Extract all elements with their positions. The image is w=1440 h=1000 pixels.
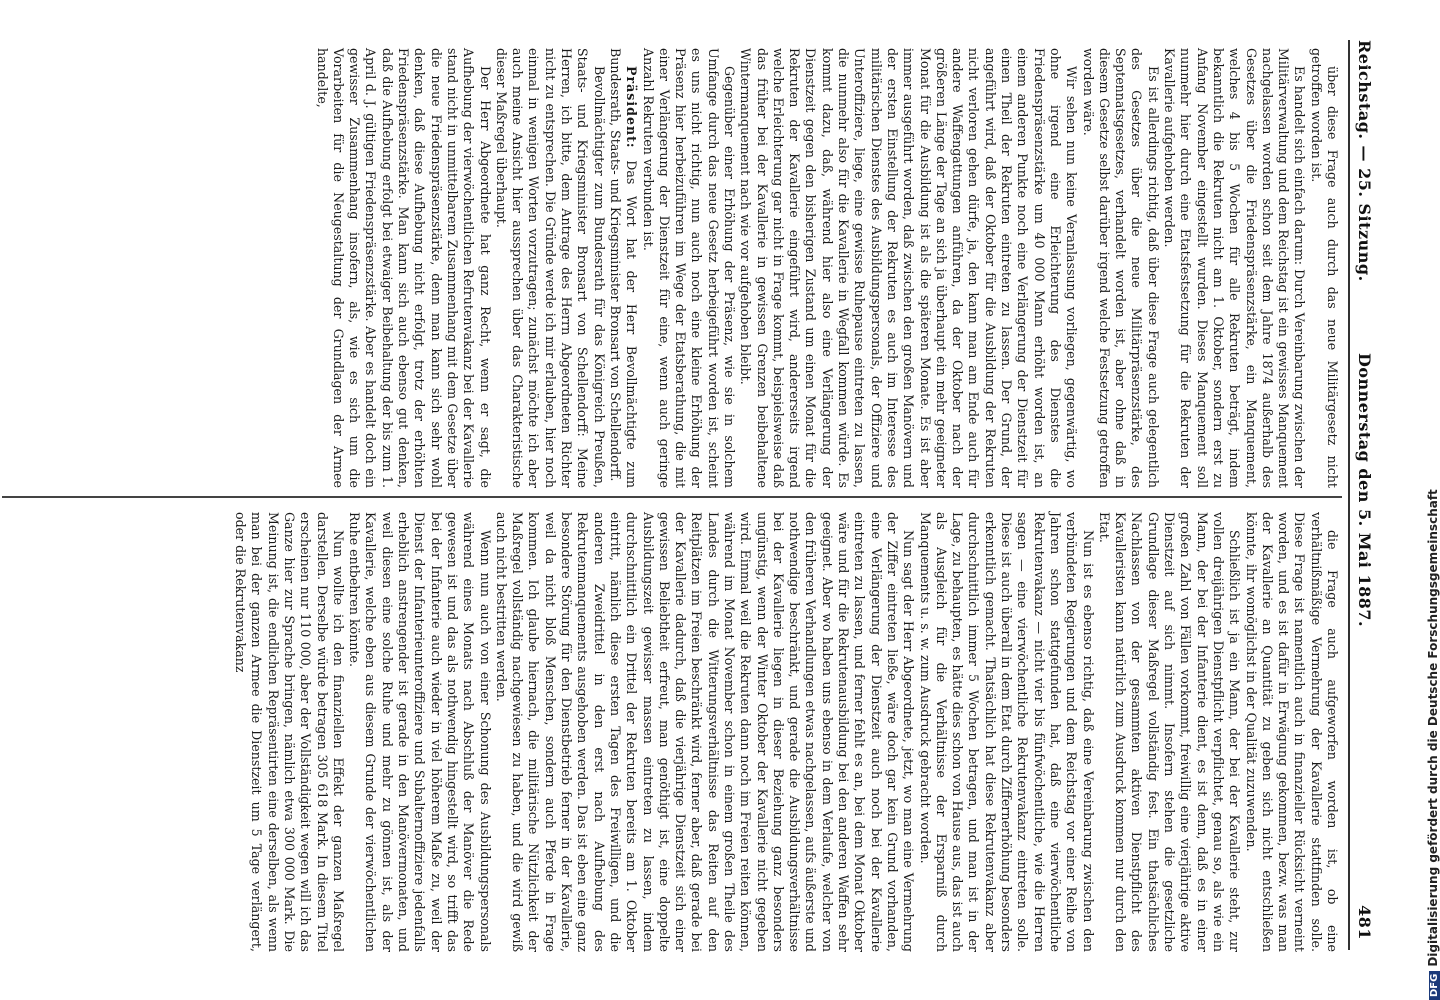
paragraph <box>346 512 493 952</box>
paragraph-text: Schließlich ist ja ein Mann, der bei der Kavallerie steht, zur vollen dreijährigen Dienstpflicht verpflichtet, genau so, als wie ein Mann, der bei der Infanterie dient, es ist denn, daß es in einer großen Zahl von Fällen vorkommt, freiwillig eine vierjährige aktive Dienstzeit auf sich nimmt. Insofern stehen die gesetzliche Grundlage dieser Maßregel vollständig fest. Ein thatsächliches Nachlassen von der gesammten aktiven Dienstpflicht des Kavalleristen kann natürlich zum Ausdruck kommen nur durch den Etat. <box>1096 512 1243 952</box>
paragraph-text: Es ist allerdings richtig, daß über diese Frage auch gelegentlich des Gesetzes über die neue Militärpräsenzstärke, des Septennatsgesetzes, verhandelt worden ist, aber ohne daß in diesem Gesetze selbst darüber irgend welche Festsetzung getroffen worden wäre. <box>1080 48 1161 488</box>
paragraph-text: Wenn nun auch von einer Schonung des Ausbildungspersonals während eines Monats nach Abschluß der Manöver die Rede gewesen ist und das als nothwendig hingestellt wird, so trifft das bei der Infanterie auch wieder in viel höherem Maße zu, weil der Dienst der Infanterieunteroffiziere und Subalternoffiziere jedenfalls erheblich anstrengender ist gerade in den Manövermonaten, und weil diesen eine solche Ruhe und mehr zu gönnen ist, als der Kavallerie, welche eben aus diesem Grunde der vierwöchentlichen Ruhe entbehren könnte. <box>347 512 493 952</box>
header-center: Donnerstag den 5. Mai 1887. <box>1355 352 1374 628</box>
paragraph-text: die Frage auch aufgeworfen worden ist, ob eine verhältnißmäßige Vermehrung der Kavallerie stattfinden solle. Diese Frage ist namentlich auch in finanzieller Rücksicht verneint worden, und es ist dafür in Erwägung gekommen, bezw. was man der Kavallerie an Quantität zu geben sich nicht entschließen könnte, ihr womöglichst in der Qualität zuzuwenden. <box>1243 512 1340 952</box>
paragraph <box>232 512 346 952</box>
paragraph <box>493 512 917 952</box>
left-column <box>10 48 1340 488</box>
right-column <box>10 512 1340 952</box>
column-divider <box>2 496 1342 498</box>
paragraph-text: Nun ist es ebenso richtig, daß eine Vereinbarung zwischen den verbündeten Regierungen und dem Reichstag vor einer Reihe von Jahren schon stattgefunden hat, daß eine vierwöchentliche Rekrutenvakanz — nicht vier bis fünfwöchentliche, wie die Herren sagen — eine vierwöchentliche Rekrutenvakanz eintreten solle. Diese ist auch überall in dem Etat durch Ziffernerhöhung besonders erkenntlich gemacht. Thatsächlich hat diese Rekrutenvakanz aber durchschnittlich immer 5 Wochen betragen, und man ist in der Lage, zu behaupten, es hätte dies schon von Hause aus, das ist auch als Ausgleich für die Verhältnisse der Ersparniß durch Manquements u. s. w. zum Ausdruck gebracht worden. <box>917 512 1096 952</box>
paragraph-text: über diese Frage auch durch das neue Militärgesetz nicht getroffen worden ist. <box>1308 48 1340 488</box>
speaker-label: Präsident: <box>624 66 640 149</box>
paragraph <box>916 512 1095 952</box>
paragraph-text: Der Herr Abgeordnete hat ganz Recht, wenn er sagt, die Aufhebung der vierwöchentlichen Refrutenvakanz bei der Kavallerie stand nicht in unmittelbarem Zusammenhang mit dem Gesetze über die neue Friedenspräsenzstärke, denn man kann sich sehr wohl denken, daß diese Aufhebung nicht erfolgt, trotz der erhöhten Friedenspräsenzstärke. Man kann sich auch ebenso gut denken, daß die Aufhebung erfolgt bei etwaiger Beibehaltung der bis zum 1. April d. J. gültigen Friedenspräsenzstärke. Aber es handelt doch ein gewisser Zusammenhang insofern, als, wie es sich um die Vorarbeiten für die Neugestaltung der Grundlagen der Armee handelte, <box>314 48 493 488</box>
page-header <box>1334 40 1374 940</box>
funding-text: Digitalisierung gefördert durch die Deutsche Forschungsgemeinschaft <box>1426 489 1440 967</box>
paragraph-text: Es handelt sich einfach darum: Durch Vereinbarung zwischen der Militärverwaltung und dem Reichstag ist ein gewisses Manquement nachgelassen worden schon seit dem Jahre 1874 außerhalb des Gesetzes über die Friedenspräsenzstärke, ein Manquement, welches 4 bis 5 Wochen für alle Rekruten beträgt, indem bekanntlich die Rekruten nicht am 1. Oktober, sondern erst zu Anfang November eingestellt wurden. Dieses Manquement soll nunmehr hier durch eine Etatsfestsetzung für die Rekruten der Kavallerie aufgehoben werden. <box>1162 48 1308 488</box>
paragraph <box>1242 512 1340 952</box>
paragraph-text: Nun wollte ich den finanziellen Effekt der ganzen Maßregel darstellen. Derselbe würde betragen 305 618 Mark. In diesem Titel erscheinen nur 110 000, aber der Vollständigkeit wegen will ich das Ganze hier zur Sprache bringen, nämlich etwa 300 000 Mark. Die Meinung ist, die endlichen Repräsentirten eine derselben, als wenn man bei der ganzen Armee die Dienstzeit um 5 Tage verlängert, oder die Rekrutenvakanz <box>233 512 346 952</box>
header-rule <box>1348 40 1350 950</box>
paragraph <box>1161 48 1308 488</box>
paragraph-text: Wir sehen nun keine Veranlassung vorliegen, gegenwärtig, wo ohne irgend eine Erleichterung des Dienstes die Friedenspräsenzstärke um 40 000 Mann erhöht worden ist, an einem anderen Punkte noch eine Verlängerung der Dienstzeit für einen Theil der Rekruten eintreten zu lassen. Der Grund, der angeführt wird, daß der Oktober für die Ausbildung der Rekruten nicht verloren gehen dürfe, ja, den kann man am Ende auch für andere Waffengattungen anführen, da der Oktober nach der größeren Länge der Tage an sich ja überhaupt ein mehr geeigneter Monat für die Ausbildung ist als die späteren Monate. Es ist aber immer ausgeführt worden, daß zwischen den großen Manövern und der ersten Einstellung der Rekruten es auch im Interesse des militärischen Dienstes des Ausbildungspersonals, der Offiziere und Unteroffiziere, liege, eine gewisse Ruhepause eintreten zu lassen, die nunmehr also für die Kavallerie in Wegfall kommen würde. Es kommt dazu, daß, während hier also eine Verlängerung der Dienstzeit gegen den bisherigen Zustand um einen Monat für die Rekruten der Kavallerie eingeführt wird, andererseits irgend welche Erleichterung gar nicht in Frage kommt, beispielsweise daß das früher bei der Kavallerie in gewissen Grenzen beibehaltene Wintermanquement nach wie vor aufgehoben bleibt. <box>738 48 1080 488</box>
paragraph-text: Nun sagt der Herr Abgeordnete, jetzt, wo man eine Vermehrung der Ziffer eintreten ließe, wäre doch gar kein Grund vorhanden, eine Verlängerung der Dienstzeit auch noch bei der Kavallerie eintreten zu lassen, und ferner fehlt es an, bei dem Monat Oktober wäre und für die Rekrutenausbildung bei den anderen Waffen sehr geeignet. Aber wo haben uns ebenso in dem Verlaufe, welcher von den früheren Verhandlungen etwas nachgelassen, aufs äußerste und nothwendige beschränkt, und gerade die Ausbildungsverhältnisse bei der Kavallerie liegen in dieser Beziehung ganz besonders ungünstig, wenn der Winter Oktober der Kavallerie nicht gegeben wird. Einmal weil die Rekruten dann noch im Freien reiten können, während im Monat November schon in einem großen Theile des Landes durch die Witterungsverhältnisse das Reiten auf den Reitplätzen im Freien beschränkt wird, ferner aber, daß gerade bei der Kavallerie dadurch, daß die vierjährige Dienstzeit sich einer gewissen Beliebtheit erfreut, man genöthigt ist, eine doppelte Ausbildungszeit gewisser massen eintreten zu lassen, indem durchschnittlich ein Drittel der Rekruten bereits am 1. Oktober eintritt, nämlich diese ersten Tagen des Freiwilligen, und die anderen Zweidrittel in den erst nach Aufhebung des Rekrutenmanquements ausgehoben werden. Das ist eben eine ganz besondere Störung für den Dienstbetrieb ferner in der Kavallerie, weil da nicht bloß Menschen, sondern auch Pferde in Frage kommen. Ich glaube hiernach, die militärische Nützlichkeit der Maßregel vollständig nachgewiesen zu haben, und die wird gewiß auch nicht bestritten werden. <box>493 512 917 952</box>
paragraph-text: Bevollmächtigter zum Bundesrath für das Königreich Preußen, Staats- und Kriegsminister Bronsart von Schellendorff: Meine Herren, ich bitte, dem Antrage des Herrn Abgeordneten Richter nicht zu entsprechen. Die Gründe werde ich mir erlauben, hier noch einmal in wenigen Worten vorzutragen; zunächst möchte ich aber auch meine Ansicht hier aussprechen über das Charakteristische dieser Maßregel überhaupt. <box>493 48 607 488</box>
paragraph <box>493 48 607 488</box>
paragraph <box>1079 48 1160 488</box>
header-left: Reichstag. — 25. Sitzung. <box>1355 40 1374 282</box>
paragraph <box>1307 48 1340 488</box>
page-number: 481 <box>1355 905 1374 940</box>
paragraph <box>1096 512 1243 952</box>
paragraph-text: Gegenüber einer Erhöhung der Präsenz, wie sie in solchem Umfange durch das neue Gesetz herbeigeführt worden ist, scheint es uns nicht richtig, nun auch noch eine kleine Erhöhung der Präsenz hier herbeizuführen im Wege der Etatsberathung, die mit einer Verlängerung der Dienstzeit für eine, wenn auch geringe Anzahl Rekruten verbunden ist. <box>640 48 738 488</box>
paragraph-text: Das Wort hat der Herr Bevollmächtigte zum Bundesrath, Staats- und Kriegsminister Bronsart von Schellendorff. <box>607 48 640 488</box>
paragraph <box>607 48 640 488</box>
dfg-logo: DFG <box>1429 971 1440 1000</box>
paragraph <box>737 48 1079 488</box>
paragraph <box>639 48 737 488</box>
paragraph <box>313 48 492 488</box>
funding-note <box>1406 489 1440 1000</box>
